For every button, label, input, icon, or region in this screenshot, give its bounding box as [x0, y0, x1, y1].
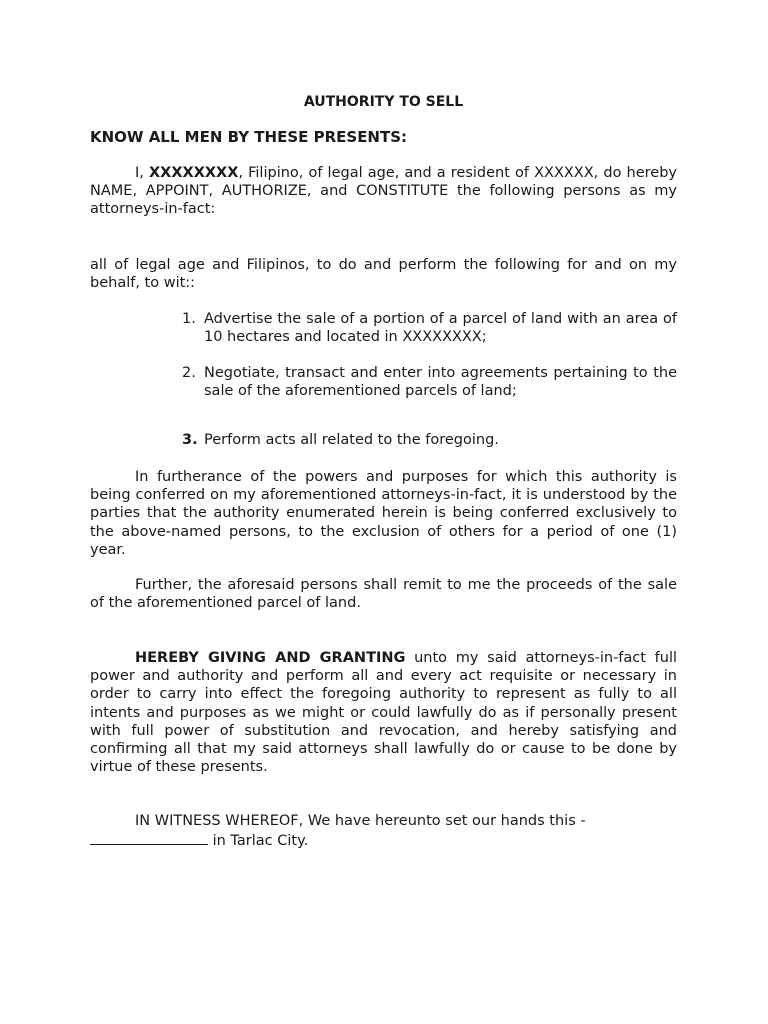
- purpose-paragraph: all of legal age and Filipinos, to do and perform the following for and on my behalf, to wit::: [90, 257, 677, 292]
- list-item-3: [182, 431, 677, 449]
- furtherance-paragraph: [90, 468, 677, 559]
- date-blank-line: [90, 830, 208, 845]
- granting-paragraph: [90, 649, 677, 776]
- furtherance-text: In furtherance of the powers and purposes for which this authority is being conferred on my aforementioned attorneys-in-fact, it is understood by the parties that the authority enumerated herein is being conferred exclusively to the above-named persons, to the exclusion of others for a period of one (1) year.: [90, 469, 677, 558]
- remittance-paragraph: [90, 576, 677, 612]
- list-text-3: Perform acts all related to the foregoing.: [204, 432, 499, 448]
- witness-paragraph: [90, 812, 677, 850]
- intro-pronoun: I,: [135, 165, 149, 181]
- list-item-2: [182, 364, 677, 400]
- granting-text: unto my said attorneys-in-fact full power and authority and perform all and every act requisite or necessary in order to carry into effect the foregoing authority to represent as fully to all intents and purposes as we might or could lawfully do as if personally present with full power of substitution and revocation, and hereby satisfying and confirming all that my said attorneys shall lawfully do or cause to be done by virtue of these presents.: [90, 650, 678, 776]
- remittance-text: Further, the aforesaid persons shall remit to me the proceeds of the sale of the aforementioned parcel of land.: [90, 577, 677, 612]
- witness-place: in Tarlac City.: [208, 833, 309, 850]
- intro-paragraph: [90, 164, 677, 219]
- list-number-3: 3.: [182, 432, 198, 448]
- list-text-2: Negotiate, transact and enter into agreements pertaining to the sale of the aforementioned parcels of land;: [204, 365, 677, 400]
- document-title: AUTHORITY TO SELL: [303, 94, 464, 110]
- list-item-1: [182, 310, 677, 346]
- list-text-1: Advertise the sale of a portion of a parcel of land with an area of 10 hectares and located in XXXXXXXX;: [204, 311, 677, 346]
- principal-name: XXXXXXXX: [148, 165, 239, 181]
- list-number-1: 1.: [182, 311, 196, 327]
- intro-text: , Filipino, of legal age, and a resident of XXXXXX, do hereby NAME, APPOINT, AUTHORIZE, and CONSTITUTE the following persons as my attorneys-in-fact:: [90, 165, 678, 218]
- list-number-2: 2.: [182, 365, 196, 381]
- witness-text: IN WITNESS WHEREOF, We have hereunto set our hands this -: [135, 813, 586, 829]
- document-heading: KNOW ALL MEN BY THESE PRESENTS:: [90, 128, 408, 146]
- granting-lead: HEREBY GIVING AND GRANTING: [135, 650, 406, 666]
